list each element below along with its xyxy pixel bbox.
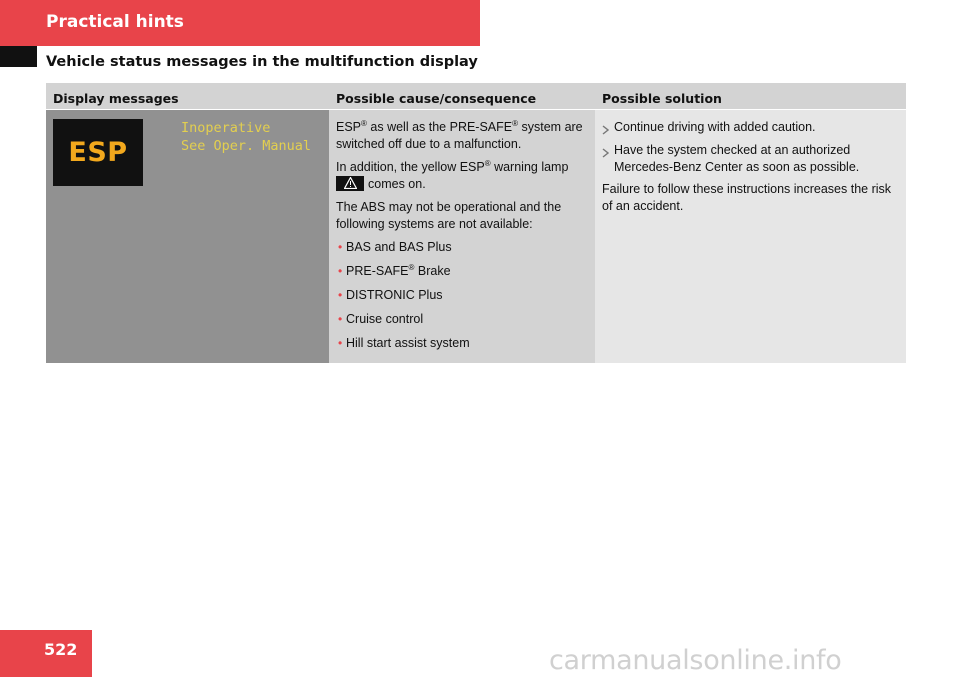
- list-item-text-part: PRE-SAFE: [346, 264, 409, 278]
- column-header-solution: Possible solution: [602, 91, 722, 106]
- registered-mark: ®: [512, 118, 519, 128]
- bullet-dot-icon: •: [338, 288, 343, 302]
- solution-step: [602, 142, 900, 176]
- esp-warning-icon: [53, 119, 143, 186]
- cause-text: warning lamp: [490, 160, 569, 174]
- bullet-dot-icon: •: [338, 264, 343, 278]
- cause-text: In addition, the yellow ESP: [336, 160, 485, 174]
- solution-note: Failure to follow these instructions increases the risk of an accident.: [602, 182, 892, 213]
- cause-text: comes on.: [368, 177, 426, 191]
- list-item-text: Cruise control: [346, 312, 424, 326]
- display-line-1: Inoperative: [181, 120, 271, 136]
- cause-paragraph-3: The ABS may not be operational and the following systems are not available:: [336, 200, 562, 231]
- bullet-dot-icon: •: [338, 312, 343, 326]
- section-title: Vehicle status messages in the multifunction display: [46, 54, 478, 70]
- solution-cell: [595, 110, 906, 363]
- list-item-text: Hill start assist system: [346, 336, 470, 350]
- list-item: [336, 263, 589, 280]
- warning-triangle-icon: [336, 176, 364, 191]
- solution-step-text: Continue driving with added caution.: [614, 120, 816, 134]
- list-item-text: [346, 263, 451, 280]
- cause-paragraph-2: [336, 159, 589, 193]
- esp-icon-label: ESP: [68, 137, 128, 168]
- list-item-text: BAS and BAS Plus: [346, 240, 452, 254]
- cause-cell: [329, 110, 595, 363]
- display-line-2: See Oper. Manual: [181, 138, 312, 154]
- solution-step: [602, 119, 900, 140]
- chapter-header: [0, 0, 480, 46]
- solution-step-text: Have the system checked at an authorized Mercedes-Benz Center as soon as possible.: [614, 143, 860, 174]
- page-number-box: [0, 630, 92, 677]
- list-item-text: DISTRONIC Plus: [346, 288, 443, 302]
- status-message-table: [46, 83, 906, 364]
- cause-text: ESP: [336, 120, 362, 134]
- column-header-cause: Possible cause/consequence: [336, 91, 537, 106]
- display-message-text: [181, 119, 311, 155]
- list-item: [336, 287, 589, 304]
- bullet-dot-icon: •: [338, 336, 343, 350]
- table-header: [46, 83, 906, 110]
- page-number: 522: [44, 640, 78, 659]
- bullet-dot-icon: •: [338, 240, 343, 254]
- registered-mark: ®: [361, 118, 367, 128]
- column-header-display: Display messages: [53, 91, 179, 106]
- watermark: carmanualsonline.info: [549, 645, 842, 676]
- display-message-cell: [46, 110, 329, 363]
- list-item: [336, 239, 589, 256]
- list-item-text-part: Brake: [414, 264, 451, 278]
- table-row: [46, 110, 906, 363]
- list-item: [336, 311, 589, 328]
- arrow-right-icon: [602, 119, 614, 140]
- registered-mark: ®: [484, 158, 491, 168]
- cause-paragraph-1: [336, 119, 589, 153]
- section-marker: [0, 46, 37, 67]
- cause-text: system are switched off due to a malfunction.: [336, 120, 583, 151]
- chapter-title: Practical hints: [46, 12, 184, 32]
- list-item: [336, 335, 589, 352]
- cause-text: as well as the PRE-SAFE: [366, 120, 513, 134]
- arrow-right-icon: [602, 142, 614, 176]
- registered-mark: ®: [408, 262, 415, 272]
